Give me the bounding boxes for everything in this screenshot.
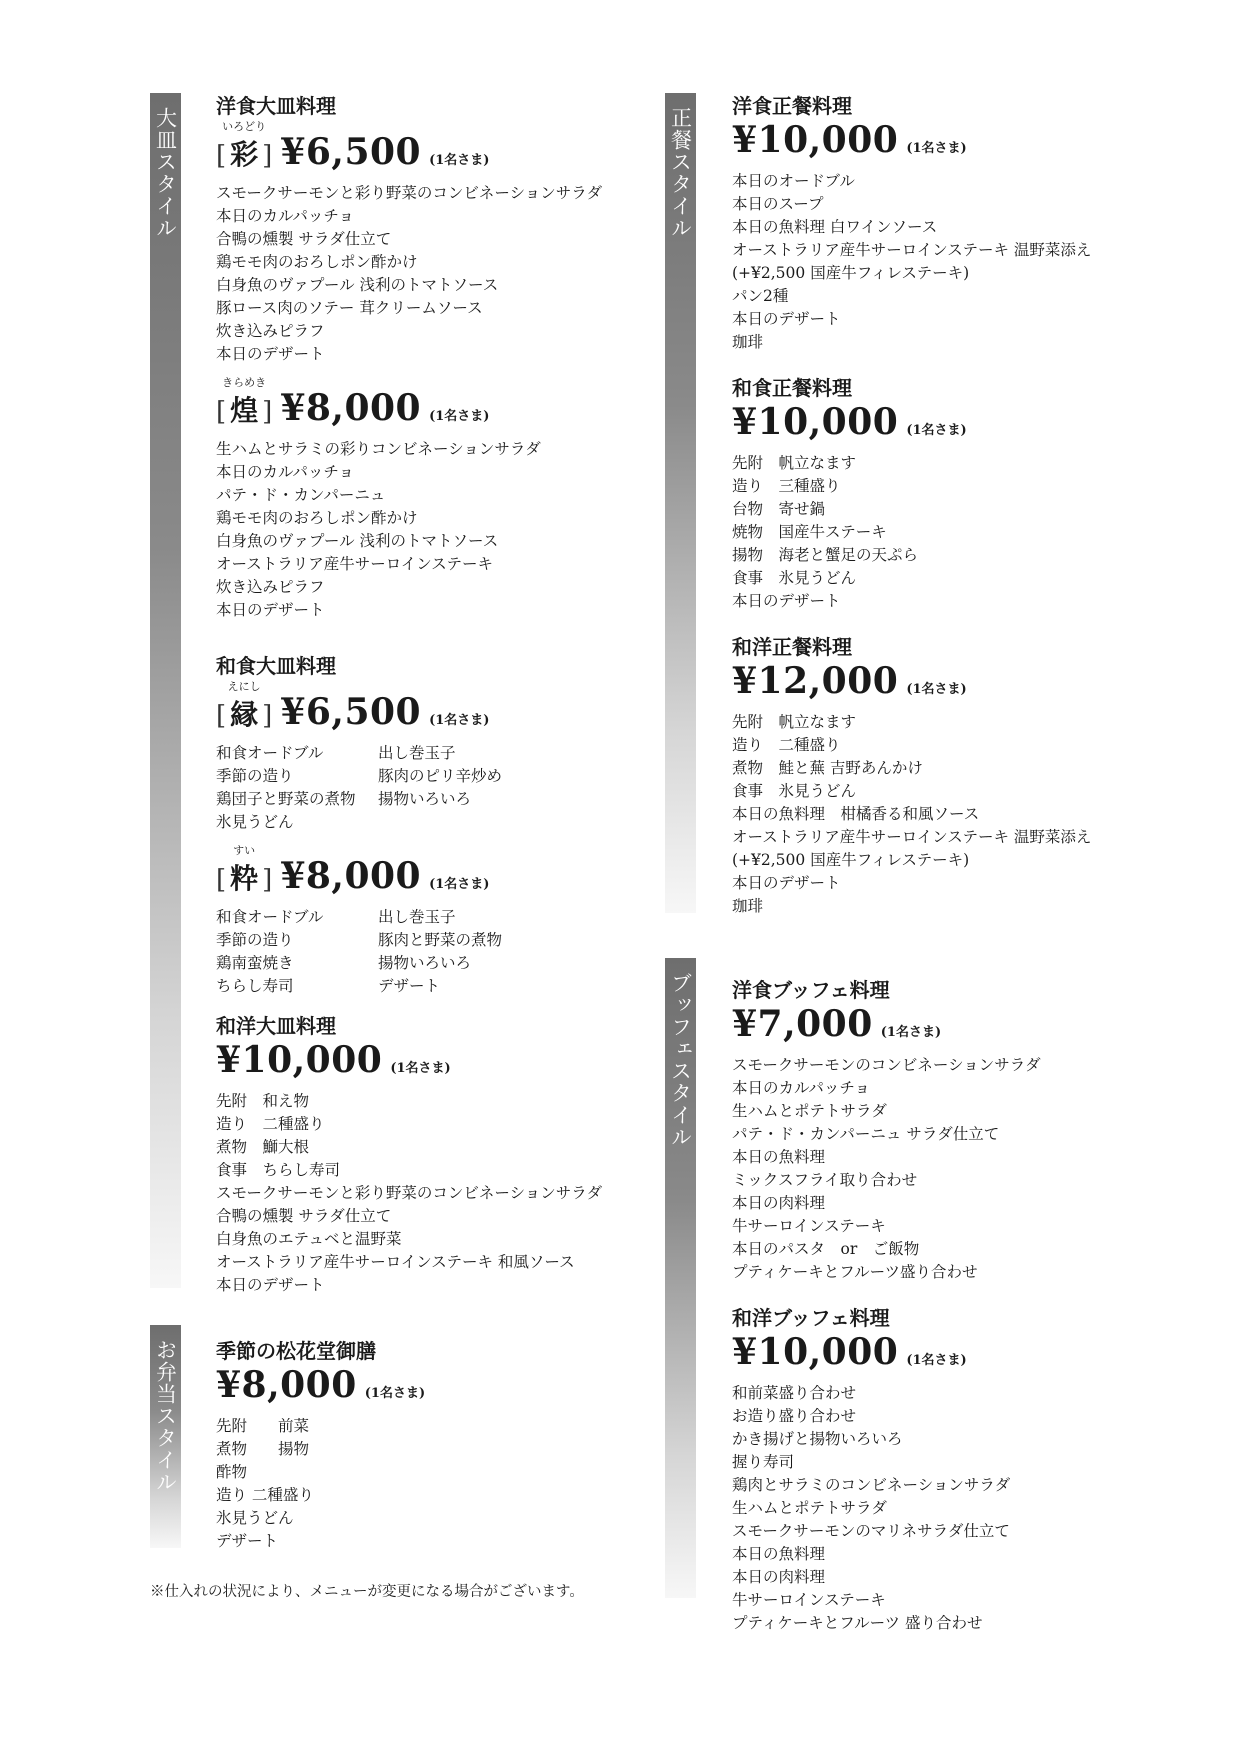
yoshoku-oozara-section: [216, 92, 636, 622]
menu-item: プティケーキとフルーツ 盛り合わせ: [732, 1614, 983, 1632]
course-ruby: えにし: [227, 680, 261, 693]
yoshoku-seisan-items: [732, 170, 1172, 354]
wayo-buffet-section: [732, 1304, 1172, 1635]
menu-item: 炊き込みピラフ: [216, 578, 325, 596]
course-price: ¥10,000: [732, 401, 899, 443]
kirameki-items: [216, 438, 636, 622]
menu-item: パテ・ド・カンパーニュ サラダ仕立て: [732, 1125, 1000, 1143]
course-name: [230, 844, 259, 899]
section-title: 和洋正餐料理: [732, 635, 852, 659]
open-bracket: [: [216, 141, 227, 171]
menu-item: 本日のカルパッチョ: [216, 463, 354, 481]
course-price-row: [732, 120, 1172, 164]
menu-item: プティケーキとフルーツ盛り合わせ: [732, 1263, 978, 1281]
menu-item: 炊き込みピラフ: [216, 322, 325, 340]
yoshoku-seisan-section: [732, 92, 1172, 354]
menu-item: 出し巻玉子: [378, 744, 456, 762]
course-enishi-header: [216, 680, 636, 736]
menu-item: オーストラリア産牛サーロインステーキ 温野菜添え: [732, 241, 1092, 259]
per-person: (1名さま): [429, 409, 490, 424]
menu-item: 珈琲: [732, 897, 764, 915]
menu-item: スモークサーモンのマリネサラダ仕立て: [732, 1522, 1010, 1540]
menu-change-note: ※仕入れの状況により、メニューが変更になる場合がございます。: [150, 1584, 584, 1600]
style-bar-seisan: [665, 93, 696, 913]
washoku-oozara-section: [216, 652, 636, 998]
per-person: (1名さま): [906, 141, 967, 156]
menu-item: 本日の魚料理: [732, 1545, 826, 1563]
menu-item: オーストラリア産牛サーロインステーキ: [216, 555, 493, 573]
bento-section: [216, 1337, 636, 1553]
per-person: (1名さま): [429, 713, 490, 728]
menu-item: 鶏肉とサラミのコンビネーションサラダ: [732, 1476, 1011, 1494]
menu-item: 白身魚のエテュベと温野菜: [216, 1230, 402, 1248]
washoku-seisan-section: [732, 374, 1172, 613]
menu-item: 白身魚のヴァプール 浅利のトマトソース: [216, 532, 499, 550]
menu-item: 牛サーロインステーキ: [732, 1217, 886, 1235]
course-irodori-header: [216, 120, 636, 176]
close-bracket: ]: [262, 865, 273, 895]
section-title: 和洋ブッフェ料理: [732, 1306, 890, 1330]
menu-item: 造り 二種盛り: [216, 1486, 314, 1504]
menu-item: 本日のデザート: [216, 601, 325, 619]
menu-item: 季節の造り: [216, 931, 294, 949]
open-bracket: [: [216, 701, 227, 731]
course-name: [222, 376, 267, 431]
menu-item: 出し巻玉子: [378, 908, 456, 926]
menu-item: ミックスフライ取り合わせ: [732, 1171, 918, 1189]
menu-item: スモークサーモンのコンビネーションサラダ: [732, 1056, 1041, 1074]
menu-item: お造り盛り合わせ: [732, 1407, 857, 1425]
menu-item: 豚肉と野菜の煮物: [378, 931, 503, 949]
per-person: (1名さま): [364, 1386, 426, 1401]
section-title: 和洋大皿料理: [216, 1014, 336, 1038]
menu-item: 白身魚のヴァプール 浅利のトマトソース: [216, 276, 499, 294]
per-person: (1名さま): [906, 1353, 967, 1368]
wayo-oozara-items: [216, 1090, 636, 1297]
wayo-seisan-section: [732, 633, 1172, 918]
style-label-bento: お弁当スタイル: [153, 1339, 178, 1493]
enishi-items: [216, 742, 636, 834]
menu-item: 食事 ちらし寿司: [216, 1161, 341, 1179]
menu-item: 本日のオードブル: [732, 172, 855, 190]
menu-item: 煮物 鮭と蕪 吉野あんかけ: [732, 759, 923, 777]
bento-items: [216, 1415, 636, 1553]
course-price: ¥12,000: [732, 660, 899, 702]
section-title: 洋食正餐料理: [732, 94, 852, 118]
menu-item: 生ハムとサラミの彩りコンビネーションサラダ: [216, 440, 541, 458]
menu-item: 先附 帆立なます: [732, 454, 857, 472]
menu-item: 豚ロース肉のソテー 茸クリームソース: [216, 299, 483, 317]
menu-item: 豚肉のピリ辛炒め: [378, 767, 503, 785]
menu-item: 本日のデザート: [216, 345, 325, 363]
course-price-row: [216, 1365, 636, 1409]
menu-item: 台物 寄せ鍋: [732, 500, 826, 518]
menu-item: 合鴨の燻製 サラダ仕立て: [216, 230, 392, 248]
open-bracket: [: [216, 865, 227, 895]
style-label-buffet: ブッフェスタイル: [668, 972, 693, 1148]
menu-item: 揚物いろいろ: [378, 790, 472, 808]
menu-item: 鶏モモ肉のおろしポン酢かけ: [216, 509, 418, 527]
per-person: (1名さま): [390, 1061, 451, 1076]
menu-item: 造り 三種盛り: [732, 477, 841, 495]
course-name: [222, 120, 267, 175]
course-price-row: [216, 1040, 636, 1084]
irodori-items: [216, 182, 636, 366]
wayo-oozara-section: [216, 1012, 636, 1297]
course-kirameki-header: [216, 376, 636, 432]
per-person: (1名さま): [880, 1025, 942, 1040]
menu-item: 本日のカルパッチョ: [732, 1079, 870, 1097]
open-bracket: [: [216, 397, 227, 427]
menu-item: 本日のデザート: [732, 592, 841, 610]
close-bracket: ]: [262, 397, 273, 427]
menu-item: ちらし寿司: [216, 977, 294, 995]
menu-item: オーストラリア産牛サーロインステーキ 温野菜添え: [732, 828, 1092, 846]
course-price: ¥6,500: [280, 131, 422, 173]
menu-item: 氷見うどん: [216, 1509, 294, 1527]
menu-item: 本日のデザート: [216, 1276, 325, 1294]
right-column: [732, 92, 1172, 1635]
menu-item: 生ハムとポテトサラダ: [732, 1102, 887, 1120]
per-person: (1名さま): [429, 877, 490, 892]
style-bar-bento: [150, 1325, 181, 1548]
menu-item: 本日のスープ: [732, 195, 824, 213]
menu-item: 合鴨の燻製 サラダ仕立て: [216, 1207, 392, 1225]
course-kanji: 彩: [230, 138, 259, 171]
menu-item: 和食オードブル: [216, 744, 324, 762]
menu-item: 先附 前菜: [216, 1417, 310, 1435]
course-ruby: いろどり: [222, 120, 267, 133]
menu-item: 食事 氷見うどん: [732, 569, 857, 587]
course-price-row: [732, 661, 1172, 705]
menu-item: パテ・ド・カンパーニュ: [216, 486, 386, 504]
menu-item: 食事 氷見うどん: [732, 782, 857, 800]
style-label-oozara: 大皿スタイル: [153, 107, 178, 239]
menu-item: 先附 和え物: [216, 1092, 310, 1110]
course-price: ¥8,000: [280, 387, 422, 429]
menu-item: 煮物 揚物: [216, 1440, 310, 1458]
course-price: ¥8,000: [280, 855, 422, 897]
style-bar-oozara: [150, 93, 181, 1288]
menu-item: 鶏団子と野菜の煮物: [216, 790, 356, 808]
menu-item: オーストラリア産牛サーロインステーキ 和風ソース: [216, 1253, 575, 1271]
menu-item: 酢物: [216, 1463, 248, 1481]
close-bracket: ]: [262, 701, 273, 731]
menu-item: 鶏モモ肉のおろしポン酢かけ: [216, 253, 418, 271]
wayo-seisan-items: [732, 711, 1172, 918]
course-price-row: [732, 1332, 1172, 1376]
menu-item: かき揚げと揚物いろいろ: [732, 1430, 903, 1448]
course-price: ¥10,000: [732, 1331, 899, 1373]
menu-item: 珈琲: [732, 333, 764, 351]
menu-item: 氷見うどん: [216, 813, 294, 831]
menu-item: 先附 帆立なます: [732, 713, 857, 731]
course-price-row: [732, 1004, 1172, 1048]
menu-item: 生ハムとポテトサラダ: [732, 1499, 887, 1517]
menu-item: 本日のデザート: [732, 874, 841, 892]
course-price-row: [732, 402, 1172, 446]
course-name: [227, 680, 261, 735]
course-price: ¥10,000: [732, 119, 899, 161]
menu-item: 季節の造り: [216, 767, 294, 785]
menu-item: 本日のパスタ or ご飯物: [732, 1240, 920, 1258]
menu-item: スモークサーモンと彩り野菜のコンビネーションサラダ: [216, 1184, 603, 1202]
menu-item: (+¥2,500 国産牛フィレステーキ): [732, 264, 970, 282]
menu-item: 本日の魚料理 白ワインソース: [732, 218, 938, 236]
menu-item: (+¥2,500 国産牛フィレステーキ): [732, 851, 970, 869]
menu-item: 本日の魚料理: [732, 1148, 826, 1166]
menu-item: 揚物いろいろ: [378, 954, 472, 972]
style-label-seisan: 正餐スタイル: [668, 107, 693, 239]
washoku-seisan-items: [732, 452, 1172, 613]
section-title: 洋食大皿料理: [216, 94, 336, 118]
per-person: (1名さま): [429, 153, 490, 168]
course-price: ¥7,000: [732, 1003, 873, 1045]
menu-item: 握り寿司: [732, 1453, 795, 1471]
section-title: 季節の松花堂御膳: [216, 1339, 376, 1363]
menu-item: 本日のデザート: [732, 310, 841, 328]
menu-item: 造り 二種盛り: [216, 1115, 325, 1133]
menu-item: 本日のカルパッチョ: [216, 207, 354, 225]
per-person: (1名さま): [906, 682, 967, 697]
menu-item-empty: [378, 811, 558, 834]
menu-item: 本日の魚料理 柑橘香る和風ソース: [732, 805, 980, 823]
course-price: ¥6,500: [280, 691, 422, 733]
menu-item: 本日の肉料理: [732, 1568, 826, 1586]
menu-item: スモークサーモンと彩り野菜のコンビネーションサラダ: [216, 184, 603, 202]
menu-item: 揚物 海老と蟹足の天ぷら: [732, 546, 919, 564]
course-kanji: 縁: [230, 698, 259, 731]
close-bracket: ]: [262, 141, 273, 171]
menu-item: 本日の肉料理: [732, 1194, 826, 1212]
yoshoku-buffet-section: [732, 976, 1172, 1284]
course-ruby: きらめき: [222, 376, 267, 389]
menu-item: デザート: [216, 1532, 279, 1550]
section-title: 和食正餐料理: [732, 376, 852, 400]
menu-item: 造り 二種盛り: [732, 736, 841, 754]
style-bar-buffet: [665, 958, 696, 1598]
per-person: (1名さま): [906, 423, 967, 438]
left-column: [216, 92, 636, 1553]
course-ruby: すい: [233, 844, 256, 857]
menu-item: 鶏南蛮焼き: [216, 954, 294, 972]
course-price: ¥8,000: [216, 1364, 357, 1406]
menu-item: デザート: [378, 977, 441, 995]
menu-item: 和前菜盛り合わせ: [732, 1384, 857, 1402]
section-title: 和食大皿料理: [216, 654, 336, 678]
menu-item: 和食オードブル: [216, 908, 324, 926]
section-title: 洋食ブッフェ料理: [732, 978, 890, 1002]
course-sui-header: [216, 844, 636, 900]
menu-item: 焼物 国産牛ステーキ: [732, 523, 887, 541]
yoshoku-buffet-items: [732, 1054, 1172, 1284]
course-kanji: 粋: [230, 862, 259, 895]
sui-items: [216, 906, 636, 998]
menu-item: パン2種: [732, 287, 789, 305]
menu-item: 牛サーロインステーキ: [732, 1591, 886, 1609]
menu-item: 煮物 鰤大根: [216, 1138, 310, 1156]
course-price: ¥10,000: [216, 1039, 383, 1081]
wayo-buffet-items: [732, 1382, 1172, 1635]
course-kanji: 煌: [230, 394, 259, 427]
